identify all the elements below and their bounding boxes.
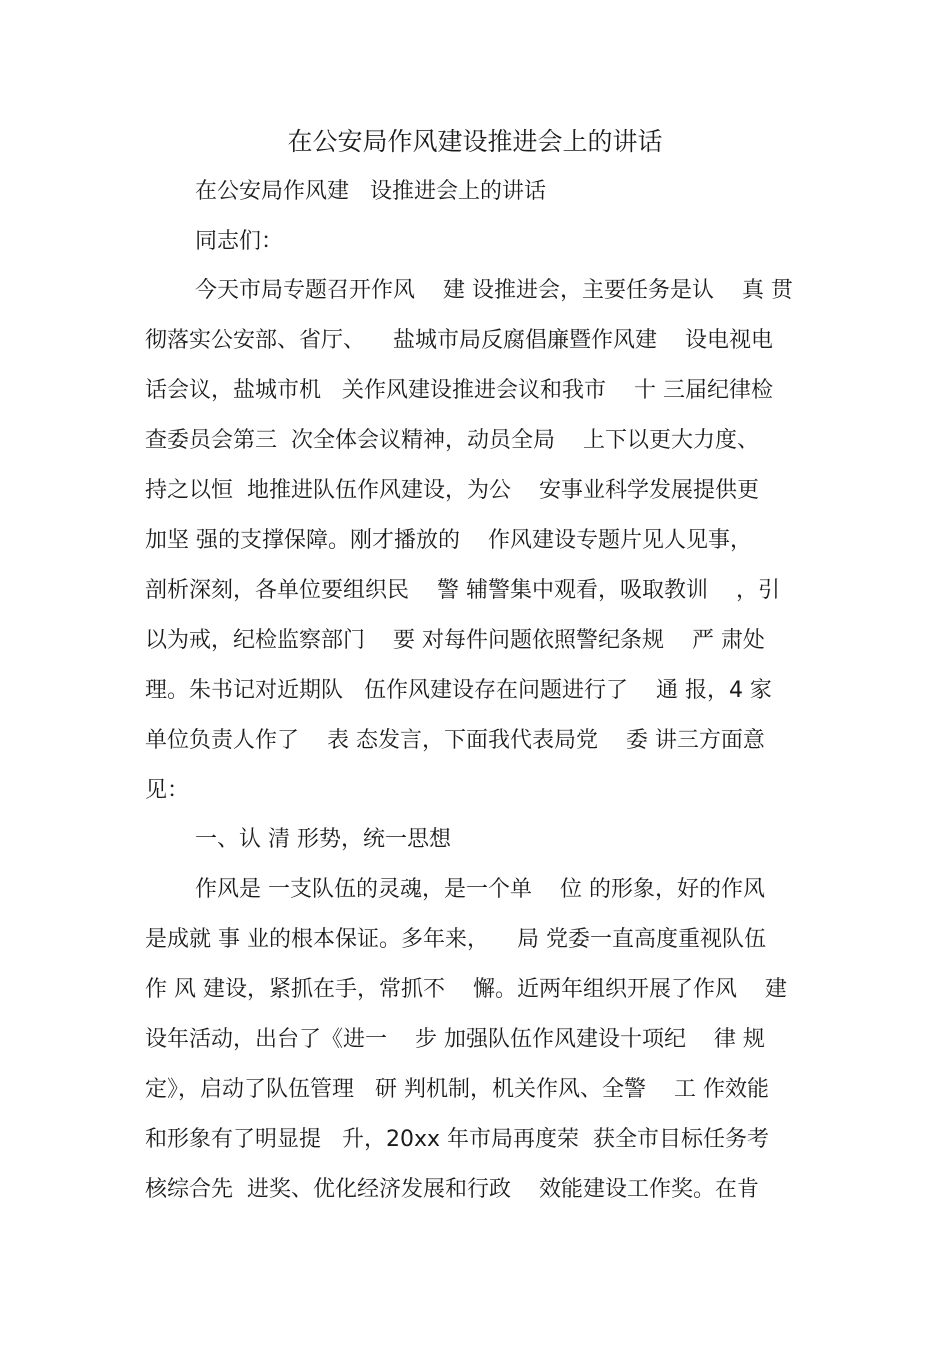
- document-title: 在公安局作风建设推进会上的讲话: [287, 127, 663, 156]
- paragraph-line: 作 风 建设，紧抓在手，常抓不 懈。近两年组织开展了作风 建: [145, 977, 787, 1002]
- paragraph-line: 查委员会第三 次全体会议精神，动员全局 上下以更大力度、: [145, 428, 759, 453]
- paragraph-line: 话会议，盐城市机 关作风建设推进会议和我市 十 三届纪律检: [145, 378, 773, 403]
- paragraph-line: 是成就 事 业的根本保证。多年来， 局 党委一直高度重视队伍: [145, 927, 766, 952]
- section-heading: 一、认 清 形势，统一思想: [195, 827, 451, 852]
- paragraph-line: 今天市局专题召开作风 建 设推进会，主要任务是认 真 贯: [195, 278, 793, 303]
- paragraph-line: 以为戒，纪检监察部门 要 对每件问题依照警纪条规 严 肃处: [145, 628, 765, 653]
- paragraph-line: 彻落实公安部、省厅、 盐城市局反腐倡廉暨作风建 设电视电: [145, 328, 773, 353]
- salutation: 同志们：: [195, 229, 284, 254]
- paragraph-line: 单位负责人作了 表 态发言，下面我代表局党 委 讲三方面意: [145, 728, 765, 753]
- paragraph-line: 加坚 强的支撑保障。刚才播放的 作风建设专题片见人见事，: [145, 528, 752, 553]
- paragraph-line: 定》，启动了队伍管理 研 判机制，机关作风、全警 工 作效能: [145, 1077, 769, 1102]
- paragraph-line: 和形象有了明显提 升，20xx 年市局再度荣 获全市目标任务考: [145, 1127, 769, 1152]
- paragraph-line: 设年活动，出台了《进一 步 加强队伍作风建设十项纪 律 规: [145, 1027, 765, 1052]
- paragraph-line: 作风是 一支队伍的灵魂，是一个单 位 的形象，好的作风: [195, 877, 765, 902]
- paragraph-line: 持之以恒 地推进队伍作风建设，为公 安事业科学发展提供更: [145, 478, 759, 503]
- paragraph-line: 见：: [145, 778, 190, 803]
- document-subtitle: 在公安局作风建 设推进会上的讲话: [195, 179, 546, 204]
- paragraph-line: 理。朱书记对近期队 伍作风建设存在问题进行了 通 报，4 家: [145, 678, 772, 703]
- paragraph-line: 剖析深刻，各单位要组织民 警 辅警集中观看，吸取教训 ，引: [145, 578, 780, 603]
- paragraph-line: 核综合先 进奖、优化经济发展和行政 效能建设工作奖。在肯: [145, 1177, 759, 1202]
